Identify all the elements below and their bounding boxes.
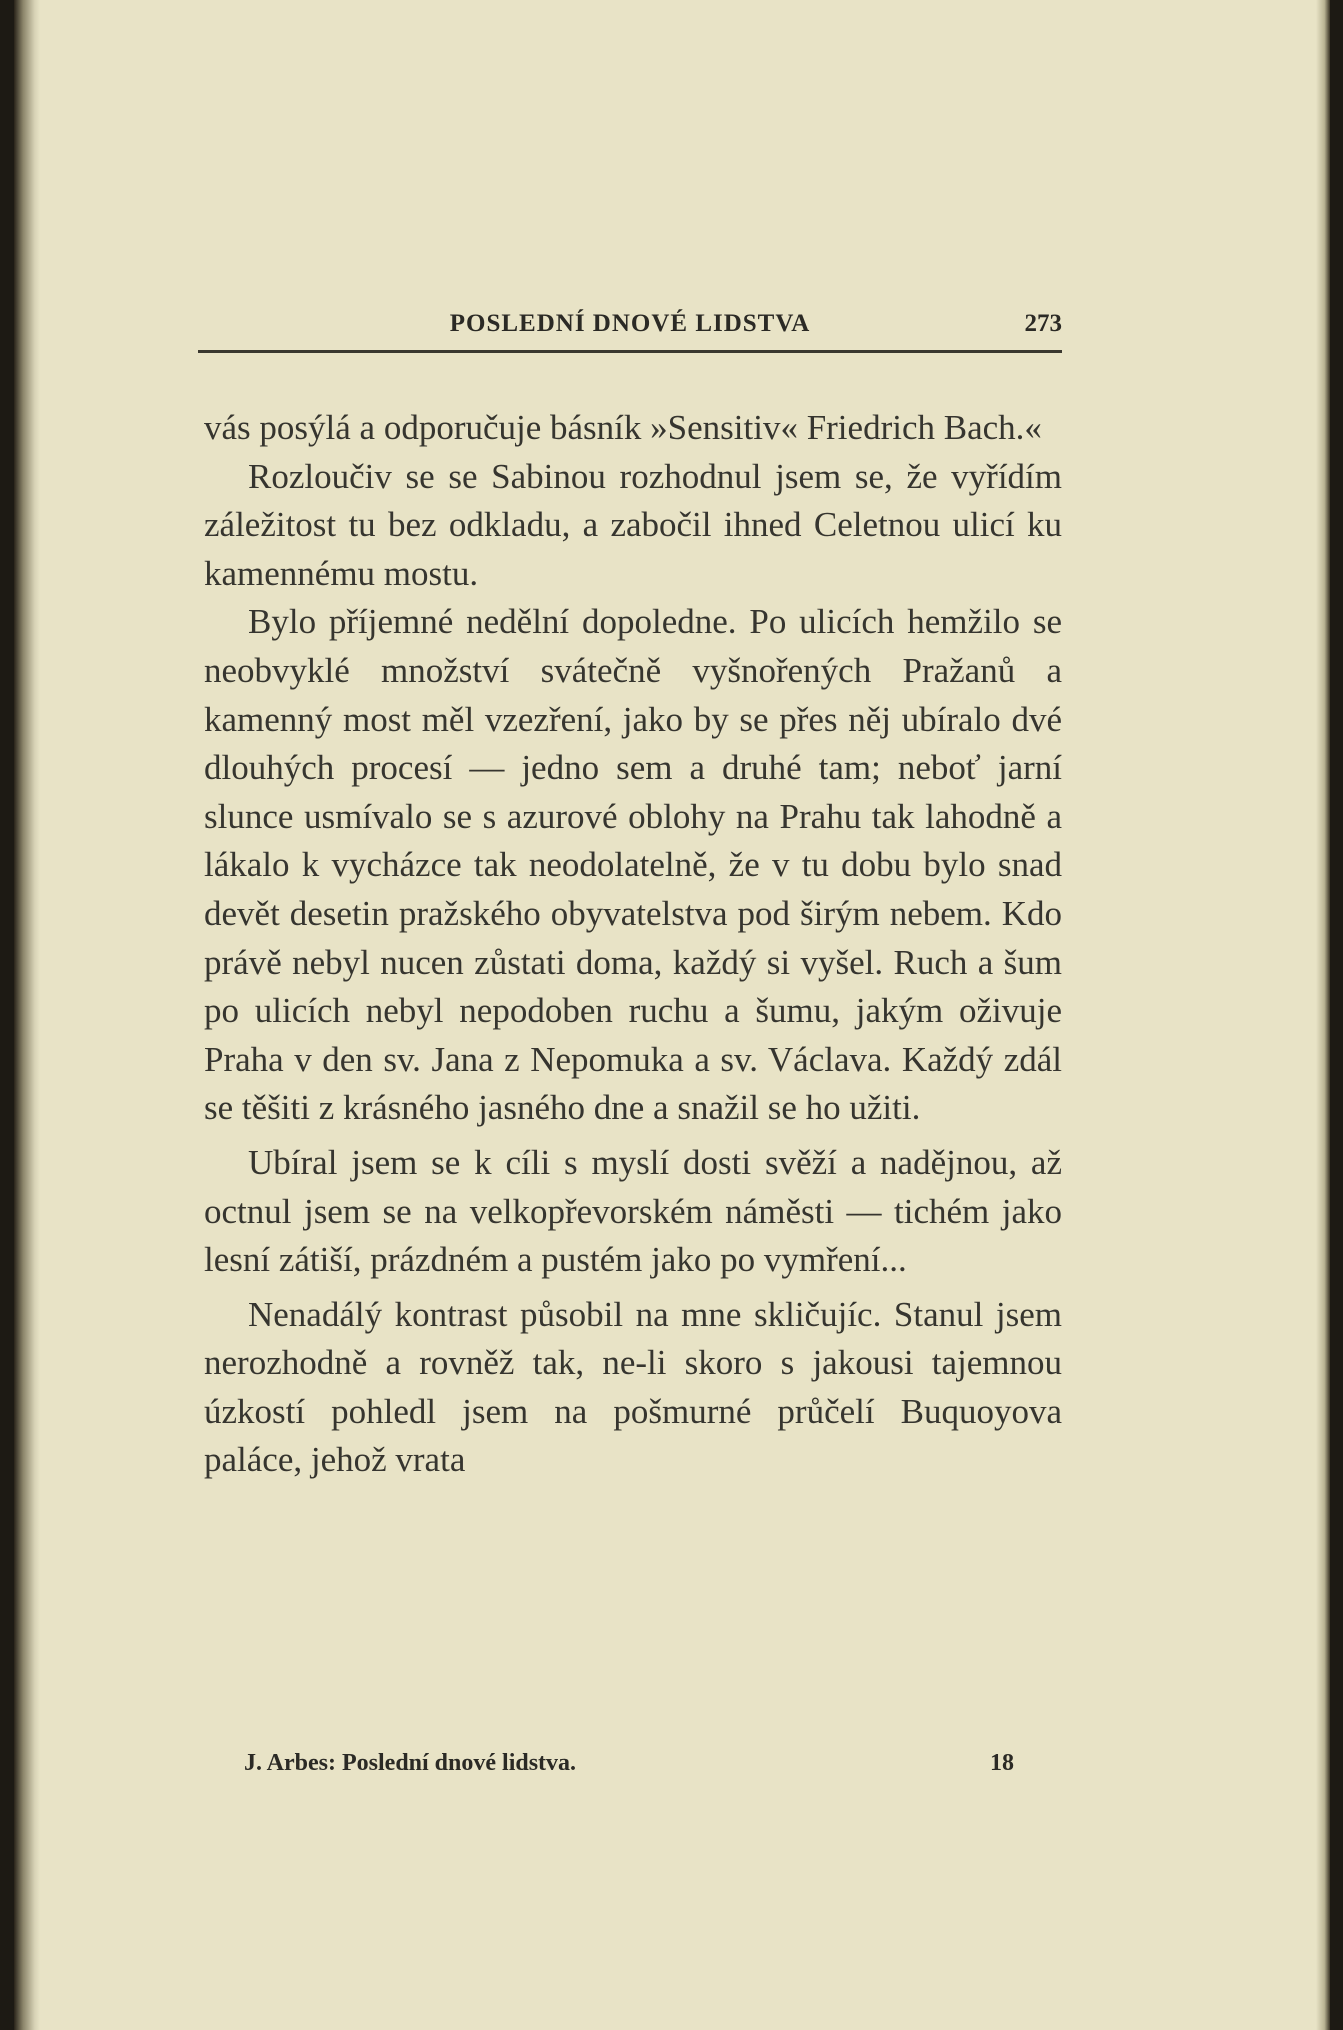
body-text — [204, 404, 1062, 1485]
paragraph: Nenadálý kontrast působil na mne skličujíc. Stanul jsem nerozhodně a rovněž tak, ne-li skoro s jakousi tajemnou úzkostí pohledl jsem na pošmurné průčelí Buquoyova paláce, jehož vrata — [204, 1294, 1062, 1480]
header-rule — [198, 350, 1062, 353]
signature-mark: 18 — [990, 1750, 1014, 1776]
footer-title: J. Arbes: Poslední dnové lidstva. — [244, 1750, 577, 1776]
book-page — [14, 0, 1330, 2030]
running-header — [198, 310, 1062, 350]
paragraph: Ubíral jsem se k cíli s myslí dosti svěží a nadějnou, až octnul jsem se na velkopřevorském náměsti — tichém jako lesní zátiší, prázdném a pustém jako po vymření... — [204, 1142, 1062, 1280]
page-number: 273 — [1024, 310, 1062, 337]
paragraph: Bylo příjemné nedělní dopoledne. Po ulicích hemžilo se neobvyklé množství svátečně vyšnořených Pražanů a kamenný most měl vzezření, jako by se přes něj ubíralo dvé dlouhých procesí — jedno sem a druhé tam; neboť jarní slunce usmívalo se s azurové oblohy na Prahu tak lahodně a lákalo k vycházce tak neodolatelně, že v tu dobu bylo snad devět desetin pražského obyvatelstva pod širým nebem. Kdo právě nebyl nucen zůstati doma, každý si vyšel. Ruch a šum po ulicích nebyl nepodoben ruchu a šumu, jakým oživuje Praha v den sv. Jana z Nepomuka a sv. Václava. Každý zdál se těšiti z krásného jasného dne a snažil se ho užiti. — [204, 602, 1062, 1128]
page-gutter-shadow — [14, 0, 40, 2030]
running-title: POSLEDNÍ DNOVÉ LIDSTVA — [449, 310, 811, 337]
page-edge-shadow — [1316, 0, 1330, 2030]
paragraph: vás posýlá a odporučuje básník »Sensitiv« Friedrich Bach.« — [204, 408, 1042, 447]
page-footer — [244, 1750, 1014, 1784]
paragraph: Rozloučiv se se Sabinou rozhodnul jsem se, že vyřídím záležitost tu bez odkladu, a zabočil ihned Celetnou ulicí ku kamennému mostu. — [204, 456, 1062, 593]
